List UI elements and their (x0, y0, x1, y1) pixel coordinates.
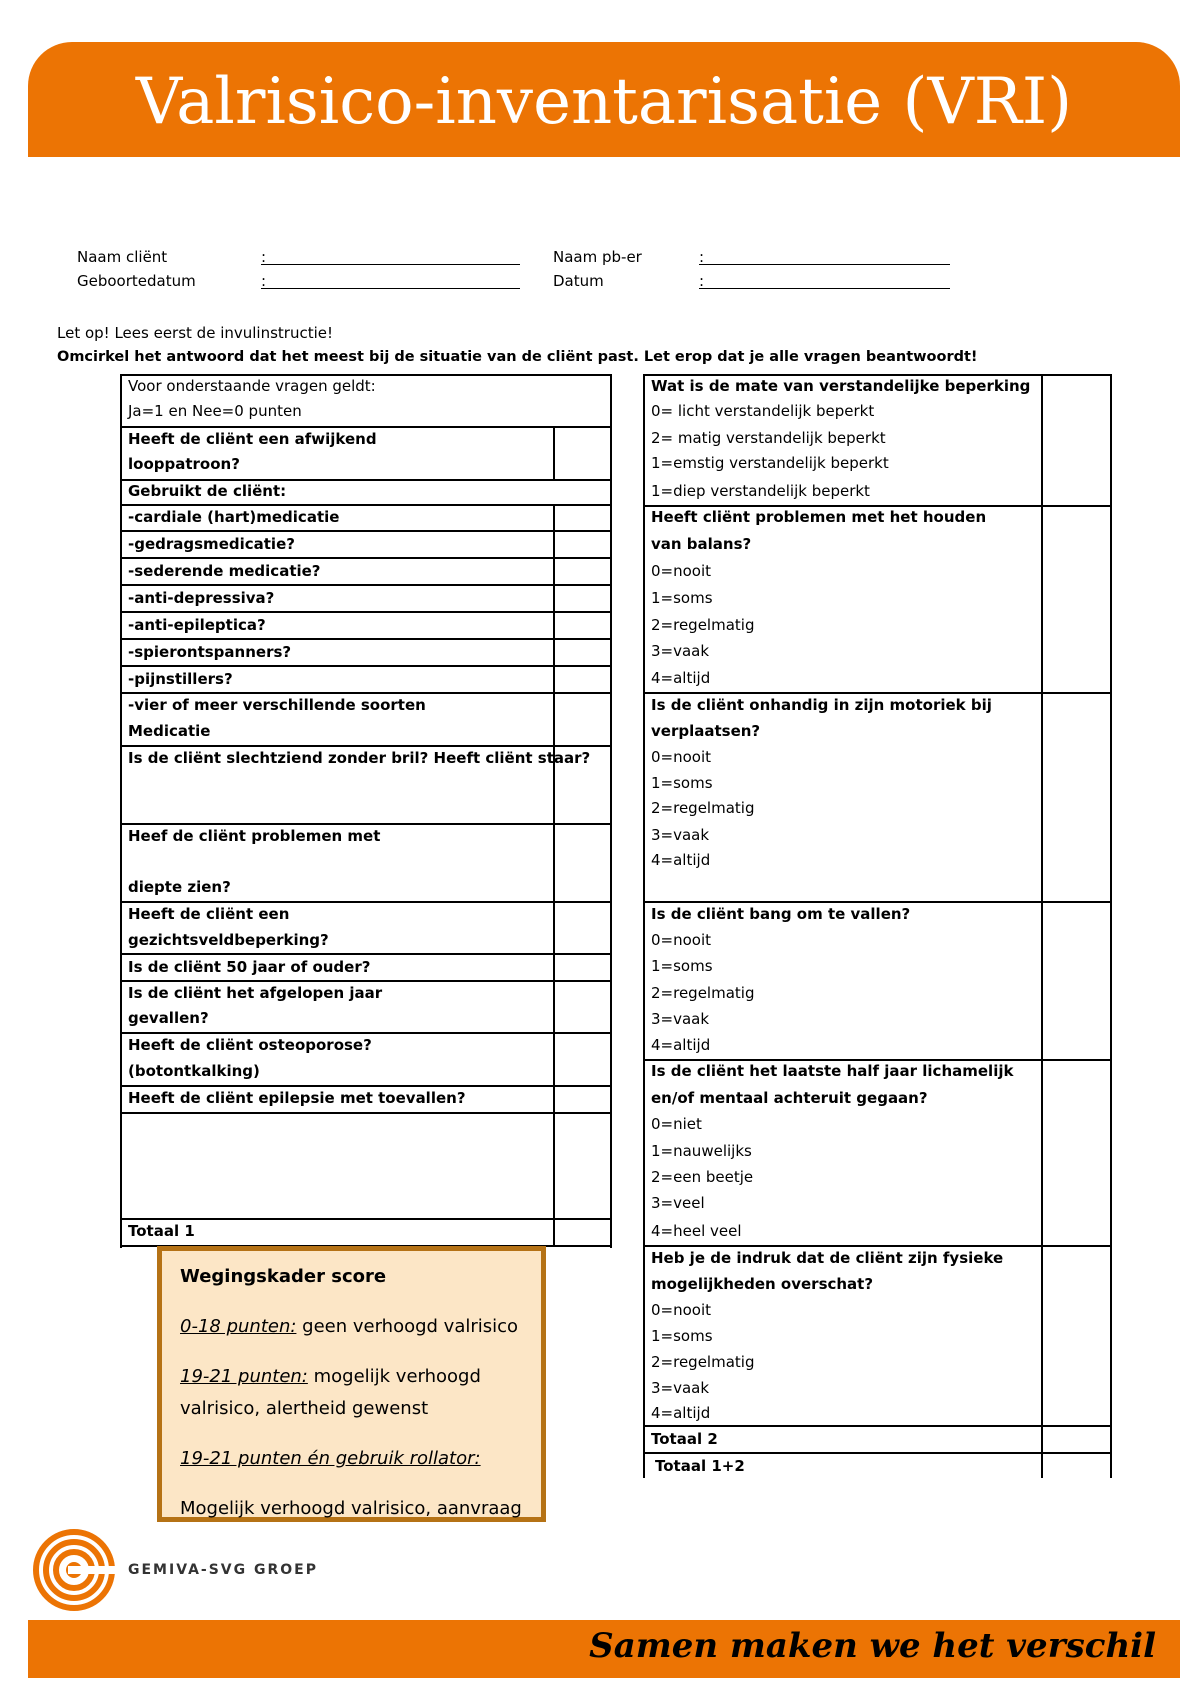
balans-altijd: 4=altijd (651, 669, 711, 687)
question-slechtziend: Is de cliënt slechtziend zonder bril? Heeft cliënt staar? (128, 749, 591, 767)
overschat-soms: 1=soms (651, 1327, 713, 1345)
question-osteoporose: Heeft de cliënt osteoporose? (128, 1036, 372, 1054)
question-overschat: Heb je de indruk dat de cliënt zijn fysieke (651, 1249, 1004, 1267)
achteruit-beetje: 2=een beetje (651, 1168, 754, 1186)
left-intro-line1: Voor onderstaande vragen geldt: (128, 377, 376, 395)
question-osteoporose-cont: (botontkalking) (128, 1062, 260, 1080)
logo-text: GEMIVA-SVG GROEP (128, 1562, 319, 1578)
question-balans-cont: van balans? (651, 535, 752, 553)
score-range-3-text: Mogelijk verhoogd valrisico, aanvraag (180, 1498, 522, 1519)
motoriek-nooit: 0=nooit (651, 748, 712, 766)
naam-client-label: Naam cliënt (77, 248, 168, 266)
bang-vaak: 3=vaak (651, 1010, 710, 1028)
geboortedatum-field[interactable]: : (261, 272, 520, 289)
med-pijnstillers: -pijnstillers? (128, 670, 233, 688)
question-50-jaar: Is de cliënt 50 jaar of ouder? (128, 958, 371, 976)
score-range-1: 0-18 punten: geen verhoogd valrisico (180, 1316, 519, 1337)
med-vier-of-meer: -vier of meer verschillende soorten (128, 696, 426, 714)
question-looppatroon-cont: looppatroon? (128, 455, 240, 473)
wegingskader-box (157, 1246, 546, 1522)
overschat-nooit: 0=nooit (651, 1301, 712, 1319)
answer-licht: 0= licht verstandelijk beperkt (651, 402, 875, 420)
answer-ernstig: 1=emstig verstandelijk beperkt (651, 454, 889, 472)
instruction-note: Let op! Lees eerst de invulinstructie! (57, 324, 333, 342)
question-diepte-cont: diepte zien? (128, 878, 231, 896)
question-looppatroon: Heeft de cliënt een afwijkend (128, 430, 377, 448)
score-range-2: 19-21 punten: mogelijk verhoogd valrisico, alertheid gewenst (180, 1366, 481, 1419)
naam-client-field[interactable]: : (261, 248, 520, 265)
totaal-1-2-label: Totaal 1+2 (655, 1457, 745, 1475)
med-antiepileptica: -anti-epileptica? (128, 616, 266, 634)
achteruit-heel-veel: 4=heel veel (651, 1222, 742, 1240)
achteruit-veel: 3=veel (651, 1194, 705, 1212)
overschat-regelmatig: 2=regelmatig (651, 1353, 755, 1371)
achteruit-nauwelijks: 1=nauwelijks (651, 1142, 752, 1160)
med-sederend: -sederende medicatie? (128, 562, 321, 580)
totaal-1-label: Totaal 1 (128, 1222, 195, 1240)
question-motoriek-cont: verplaatsen? (651, 722, 761, 740)
question-gezichtsveld-cont: gezichtsveldbeperking? (128, 931, 329, 949)
question-diepte: Heef de cliënt problemen met (128, 827, 381, 845)
question-achteruit: Is de cliënt het laatste half jaar lichamelijk (651, 1062, 1014, 1080)
question-epilepsie: Heeft de cliënt epilepsie met toevallen? (128, 1089, 466, 1107)
motoriek-vaak: 3=vaak (651, 826, 710, 844)
bang-soms: 1=soms (651, 957, 713, 975)
med-antidepressiva: -anti-depressiva? (128, 589, 275, 607)
balans-nooit: 0=nooit (651, 562, 712, 580)
instruction-bold: Omcirkel het antwoord dat het meest bij de situatie van de cliënt past. Let erop dat je alle vragen beantwoordt! (57, 349, 978, 365)
question-gevallen-cont: gevallen? (128, 1009, 209, 1027)
question-gevallen: Is de cliënt het afgelopen jaar (128, 984, 383, 1002)
footer-slogan: Samen maken we het verschil (589, 1626, 1156, 1666)
balans-regelmatig: 2=regelmatig (651, 616, 755, 634)
med-spierontspanners: -spierontspanners? (128, 643, 292, 661)
page-title: Valrisico-inventarisatie (VRI) (135, 65, 1073, 139)
overschat-vaak: 3=vaak (651, 1379, 710, 1397)
motoriek-regelmatig: 2=regelmatig (651, 799, 755, 817)
achteruit-niet: 0=niet (651, 1115, 702, 1133)
datum-label: Datum (553, 272, 604, 290)
bang-altijd: 4=altijd (651, 1036, 711, 1054)
naam-pber-field[interactable]: : (699, 248, 950, 265)
question-verstandelijk: Wat is de mate van verstandelijke beperking (651, 377, 1031, 395)
wegingskader-title: Wegingskader score (180, 1266, 387, 1287)
motoriek-soms: 1=soms (651, 774, 713, 792)
balans-vaak: 3=vaak (651, 642, 710, 660)
overschat-altijd: 4=altijd (651, 1404, 711, 1422)
med-vier-of-meer-cont: Medicatie (128, 722, 211, 740)
motoriek-altijd: 4=altijd (651, 851, 711, 869)
bang-nooit: 0=nooit (651, 931, 712, 949)
totaal-2-label: Totaal 2 (651, 1430, 718, 1448)
gemiva-logo-icon (32, 1528, 116, 1612)
left-intro-line2: Ja=1 en Nee=0 punten (128, 402, 302, 420)
balans-soms: 1=soms (651, 589, 713, 607)
med-cardiale: -cardiale (hart)medicatie (128, 508, 340, 526)
question-overschat-cont: mogelijkheden overschat? (651, 1275, 874, 1293)
gebruikt-client-heading: Gebruikt de cliënt: (128, 482, 287, 500)
question-achteruit-cont: en/of mentaal achteruit gegaan? (651, 1089, 928, 1107)
med-gedrag: -gedragsmedicatie? (128, 535, 295, 553)
score-range-3: 19-21 punten én gebruik rollator: (180, 1448, 481, 1469)
bang-regelmatig: 2=regelmatig (651, 984, 755, 1002)
question-motoriek: Is de cliënt onhandig in zijn motoriek bij (651, 696, 992, 714)
question-balans: Heeft cliënt problemen met het houden (651, 508, 987, 526)
question-bang: Is de cliënt bang om te vallen? (651, 905, 911, 923)
naam-pber-label: Naam pb-er (553, 248, 642, 266)
answer-matig: 2= matig verstandelijk beperkt (651, 429, 886, 447)
answer-diep: 1=diep verstandelijk beperkt (651, 482, 870, 500)
question-gezichtsveld: Heeft de cliënt een (128, 905, 290, 923)
geboortedatum-label: Geboortedatum (77, 272, 196, 290)
datum-field[interactable]: : (699, 272, 950, 289)
